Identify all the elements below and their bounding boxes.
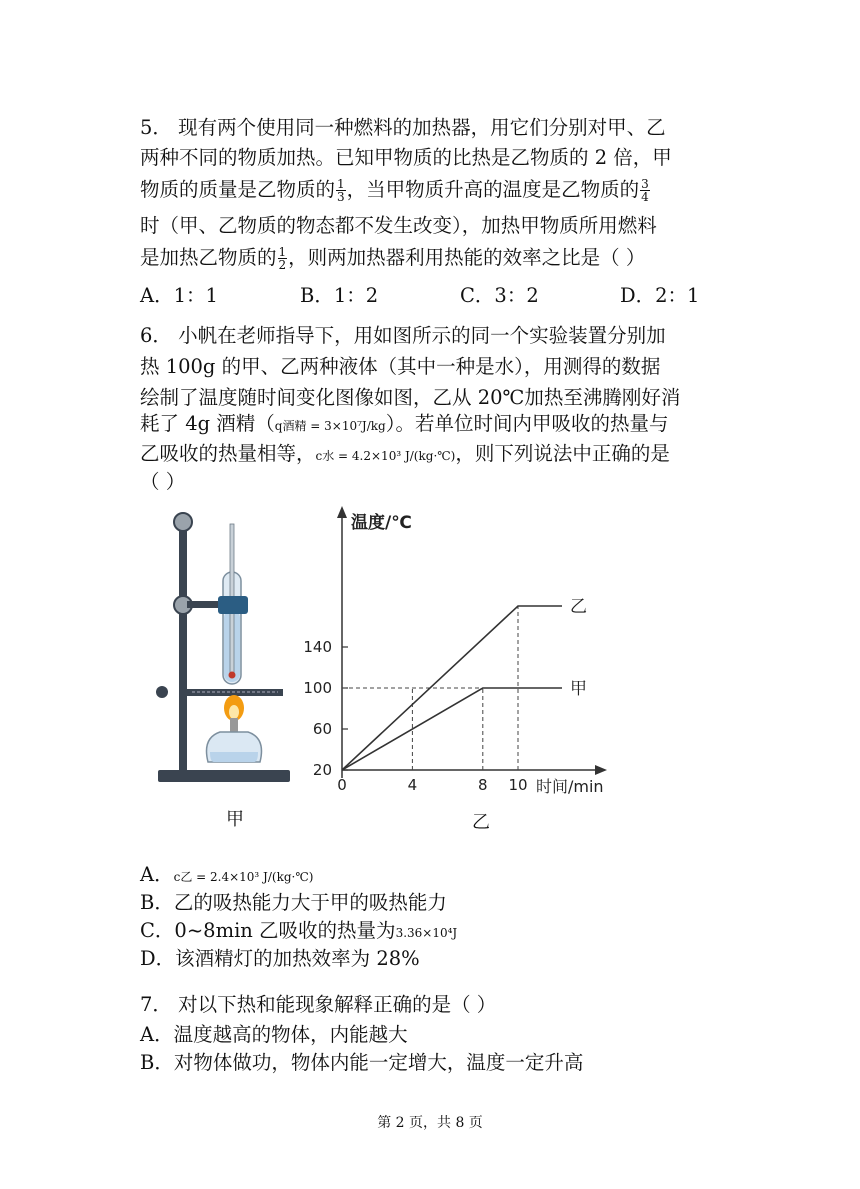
series-label: 甲	[570, 679, 587, 699]
q6-line-3: 绘制了温度随时间变化图像如图，乙从 20℃加热至沸腾刚好消	[140, 386, 681, 409]
q6-option-c	[140, 917, 457, 947]
x-tick-label: 0	[337, 776, 347, 794]
q6-line-4	[140, 410, 669, 440]
stand-rod	[179, 514, 187, 772]
wick-holder	[230, 718, 238, 732]
q6-line-5-text-b: ，则下列说法中正确的是	[455, 442, 670, 465]
temperature-time-graph	[295, 502, 625, 802]
tube-clamp	[218, 596, 248, 614]
y-tick-label: 60	[312, 720, 332, 738]
water-specific-heat-formula: c水 = 4.2×10³ J/(kg·℃)	[315, 449, 456, 463]
y-tick-label: 140	[303, 638, 332, 656]
q6-line-6: （ ）	[140, 470, 186, 493]
q6-option-a	[140, 861, 313, 891]
q6-line-5	[140, 440, 670, 470]
y-axis-label: 温度/℃	[351, 513, 412, 533]
ring-knob	[156, 686, 168, 698]
q5-line-5	[140, 244, 645, 272]
q5-option-a: A．1：1	[140, 284, 218, 307]
heating-apparatus-illustration	[150, 500, 300, 790]
q6-option-c-formula: 3.36×10⁴J	[395, 926, 458, 940]
q6-line-5-text-a: 乙吸收的热量相等，	[140, 442, 316, 465]
q7-option-a: A．温度越高的物体，内能越大	[140, 1023, 408, 1046]
stand-base	[158, 770, 290, 782]
y-tick-label: 100	[303, 679, 332, 697]
q5-line-1: 5． 现有两个使用同一种燃料的加热器，用它们分别对甲、乙	[140, 116, 666, 139]
clamp-knob-top	[174, 513, 192, 531]
q5-option-d: D．2：1	[620, 284, 700, 307]
fuel-heat-value-formula: q酒精 = 3×10⁷J/kg	[274, 419, 386, 433]
x-axis-arrow	[595, 765, 607, 775]
x-tick-label: 4	[407, 776, 418, 794]
q7-line-1: 7． 对以下热和能现象解释正确的是（ ）	[140, 993, 497, 1016]
fraction-one-third: $\frac{1}{3}$	[337, 177, 345, 204]
fraction-three-quarters: $\frac{3}{4}$	[641, 177, 649, 204]
thermometer-bulb	[229, 672, 236, 679]
q7-option-b: B．对物体做功，物体内能一定增大，温度一定升高	[140, 1051, 584, 1074]
y-axis-arrow	[337, 506, 347, 518]
x-axis-label: 时间/min	[536, 777, 604, 796]
q5-line-5-text-b: ，则两加热器利用热能的效率之比是（ ）	[288, 246, 646, 269]
q6-option-a-prefix: A．	[140, 863, 174, 886]
q5-line-2: 两种不同的物质加热。已知甲物质的比热是乙物质的 2 倍，甲	[140, 146, 672, 169]
q5-line-3	[140, 176, 651, 204]
q6-line-2: 热 100g 的甲、乙两种液体（其中一种是水），用测得的数据	[140, 355, 661, 378]
q5-line-5-text-a: 是加热乙物质的	[140, 246, 277, 269]
q5-line-3-text-b: ，当甲物质升高的温度是乙物质的	[346, 178, 640, 201]
q5-line-4: 时（甲、乙物质的物态都不发生改变），加热甲物质所用燃料	[140, 214, 657, 237]
q6-line-4-text-b: ）。若单位时间内甲吸收的热量与	[385, 412, 669, 435]
y-tick-label: 20	[312, 761, 332, 779]
q6-line-1: 6． 小帆在老师指导下，用如图所示的同一个实验装置分别加	[140, 324, 666, 347]
q6-line-4-text-a: 耗了 4g 酒精（	[140, 412, 275, 435]
q6-option-b: B．乙的吸热能力大于甲的吸热能力	[140, 891, 447, 914]
q6-option-d: D．该酒精灯的加热效率为 28%	[140, 947, 420, 970]
figure-label-right: 乙	[472, 812, 490, 833]
series-label: 乙	[570, 597, 587, 617]
q5-option-c: C．3：2	[460, 284, 539, 307]
series-line-jia	[342, 688, 562, 770]
q5-option-b: B．1：2	[300, 284, 379, 307]
q6-option-c-prefix: C．0~8min 乙吸收的热量为	[140, 919, 396, 942]
x-tick-label: 8	[478, 776, 488, 794]
page-footer: 第 2 页，共 8 页	[377, 1115, 483, 1131]
figure-label-left: 甲	[226, 809, 244, 830]
fraction-one-half: $\frac{1}{2}$	[278, 245, 287, 272]
q5-line-3-text-a: 物质的质量是乙物质的	[140, 178, 336, 201]
q6-option-a-formula: c乙 = 2.4×10³ J/(kg·℃)	[173, 870, 314, 884]
x-tick-label: 10	[508, 776, 528, 794]
